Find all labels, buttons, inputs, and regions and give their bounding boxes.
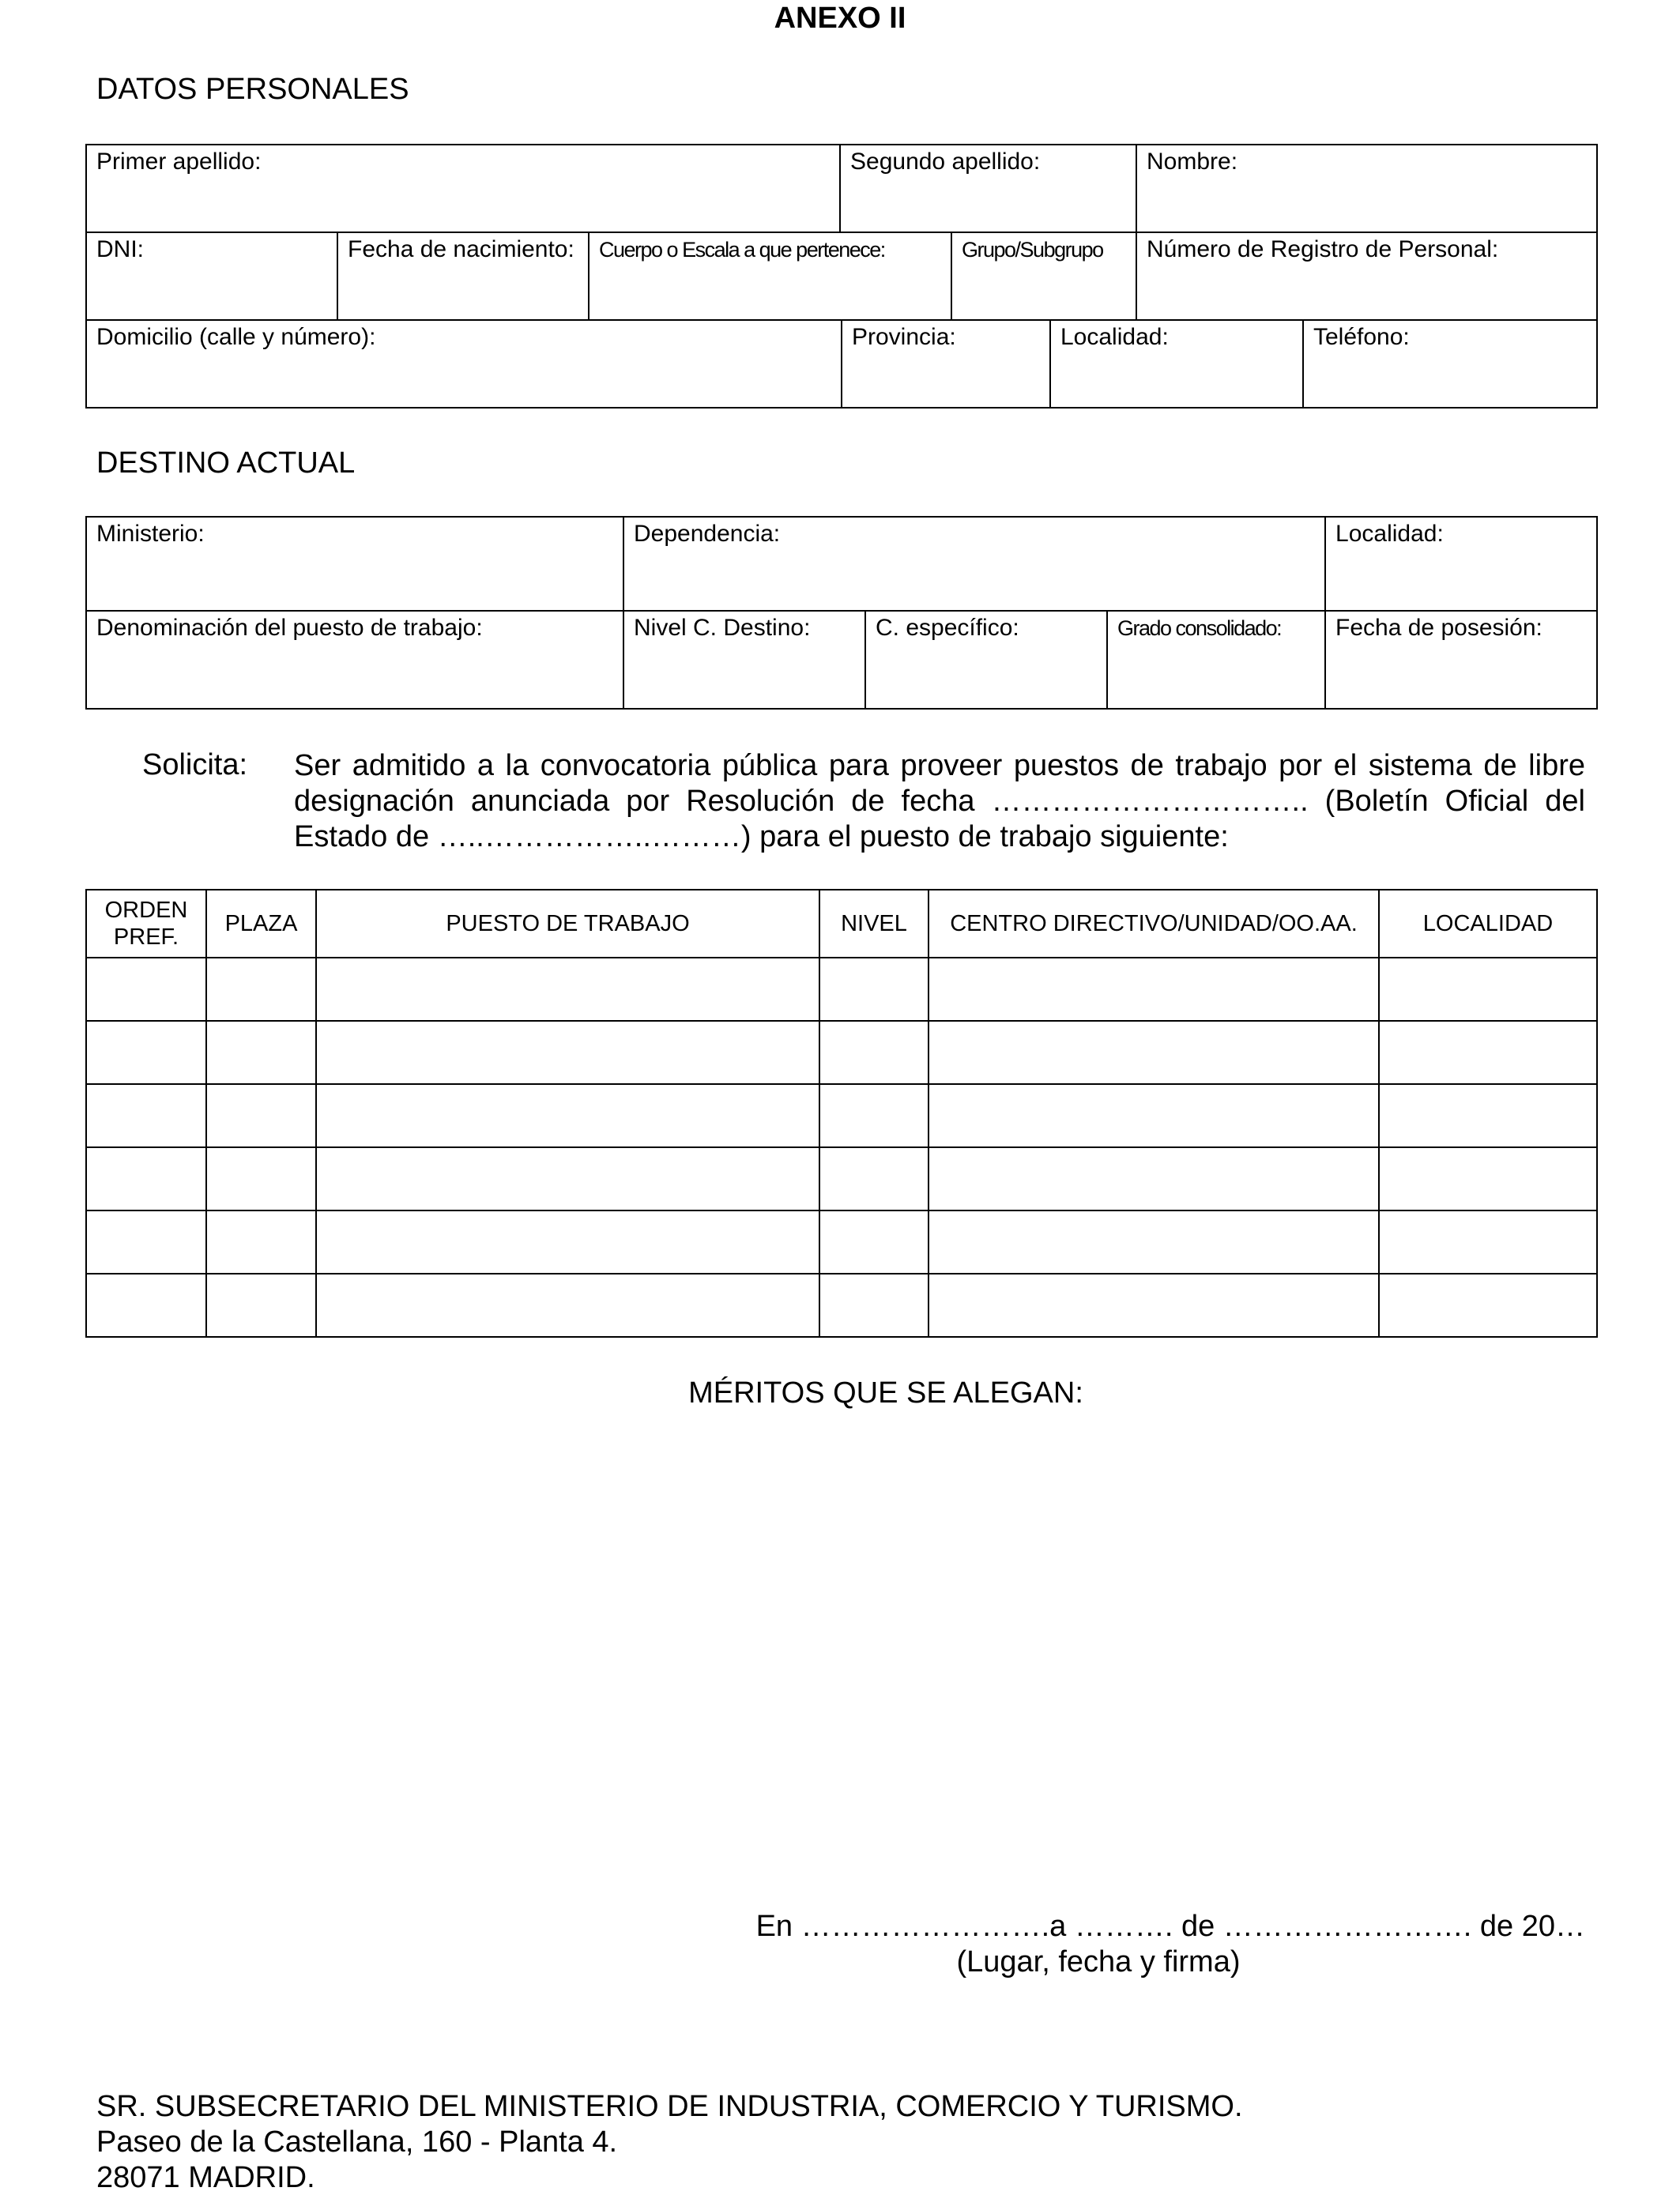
grupo-subgrupo-label: Grupo/Subgrupo [962, 238, 1103, 262]
nombre-field[interactable] [1136, 145, 1597, 232]
telefono-field[interactable] [1303, 320, 1597, 408]
puesto-cell[interactable] [316, 1274, 819, 1337]
nivel-cell[interactable] [819, 1210, 929, 1274]
destino-actual-table [85, 516, 1598, 710]
destinatario-line-1: SR. SUBSECRETARIO DEL MINISTERIO DE INDUSTRIA, COMERCIO Y TURISMO. [96, 2090, 1243, 2123]
numero-registro-field[interactable] [1136, 232, 1597, 320]
destinatario-line-2: Paseo de la Castellana, 160 - Planta 4. [96, 2125, 618, 2159]
localidad-cell[interactable] [1379, 1147, 1597, 1210]
puesto-cell[interactable] [316, 1147, 819, 1210]
fecha-nacimiento-field[interactable] [337, 232, 589, 320]
nivel-cell[interactable] [819, 1084, 929, 1147]
centro-cell[interactable] [929, 1084, 1379, 1147]
fecha-posesion-field[interactable] [1325, 611, 1597, 709]
orden-cell[interactable] [86, 1274, 206, 1337]
orden-cell[interactable] [86, 958, 206, 1021]
destino-actual-heading: DESTINO ACTUAL [96, 446, 356, 480]
domicilio-table [85, 319, 1598, 409]
plaza-cell[interactable] [206, 1274, 316, 1337]
meritos-heading: MÉRITOS QUE SE ALEGAN: [688, 1376, 1083, 1410]
nivel-destino-field[interactable] [623, 611, 865, 709]
destino-localidad-label: Localidad: [1335, 521, 1444, 547]
ministerio-field[interactable] [86, 517, 623, 611]
nivel-cell[interactable] [819, 1021, 929, 1084]
segundo-apellido-label: Segundo apellido: [850, 149, 1041, 175]
centro-cell[interactable] [929, 958, 1379, 1021]
orden-cell[interactable] [86, 1210, 206, 1274]
nivel-cell[interactable] [819, 1147, 929, 1210]
fecha-firma-caption: (Lugar, fecha y firma) [956, 1945, 1241, 1979]
orden-cell[interactable] [86, 1021, 206, 1084]
provincia-field[interactable] [842, 320, 1050, 408]
header-localidad: LOCALIDAD [1379, 890, 1597, 958]
localidad-cell[interactable] [1379, 1274, 1597, 1337]
plaza-cell[interactable] [206, 1021, 316, 1084]
localidad-field[interactable] [1050, 320, 1303, 408]
segundo-apellido-field[interactable] [840, 145, 1136, 232]
plaza-cell[interactable] [206, 1147, 316, 1210]
nombre-label: Nombre: [1147, 149, 1238, 175]
centro-cell[interactable] [929, 1274, 1379, 1337]
solicita-label: Solicita: [142, 748, 248, 781]
datos-personales-table [85, 144, 1598, 321]
localidad-cell[interactable] [1379, 1084, 1597, 1147]
grado-field[interactable] [1107, 611, 1325, 709]
header-plaza: PLAZA [206, 890, 316, 958]
cuerpo-escala-field[interactable] [589, 232, 951, 320]
domicilio-label: Domicilio (calle y número): [96, 324, 376, 350]
header-nivel: NIVEL [819, 890, 929, 958]
especifico-field[interactable] [865, 611, 1107, 709]
plaza-cell[interactable] [206, 958, 316, 1021]
localidad-cell[interactable] [1379, 1021, 1597, 1084]
provincia-label: Provincia: [852, 324, 956, 350]
puesto-cell[interactable] [316, 958, 819, 1021]
table-row [86, 1210, 1597, 1274]
telefono-label: Teléfono: [1313, 324, 1410, 350]
denominacion-label: Denominación del puesto de trabajo: [96, 615, 483, 641]
nivel-destino-label: Nivel C. Destino: [634, 615, 811, 641]
centro-cell[interactable] [929, 1147, 1379, 1210]
plaza-cell[interactable] [206, 1210, 316, 1274]
plaza-cell[interactable] [206, 1084, 316, 1147]
plazas-table [85, 889, 1598, 1338]
localidad-cell[interactable] [1379, 958, 1597, 1021]
table-row [86, 1147, 1597, 1210]
especifico-label: C. específico: [876, 615, 1019, 641]
dni-label: DNI: [96, 236, 144, 262]
dependencia-label: Dependencia: [634, 521, 781, 547]
datos-personales-heading: DATOS PERSONALES [96, 73, 409, 106]
orden-cell[interactable] [86, 1084, 206, 1147]
destino-localidad-field[interactable] [1325, 517, 1597, 611]
fecha-posesion-label: Fecha de posesión: [1335, 615, 1543, 641]
grupo-subgrupo-field[interactable] [951, 232, 1136, 320]
primer-apellido-label: Primer apellido: [96, 149, 262, 175]
fecha-firma-line: En …………………….a ………. de ……………………. de 20… [755, 1910, 1585, 1943]
nivel-cell[interactable] [819, 958, 929, 1021]
document-title: ANEXO II [774, 2, 906, 35]
primer-apellido-field[interactable] [86, 145, 840, 232]
dependencia-field[interactable] [623, 517, 1325, 611]
localidad-label: Localidad: [1060, 324, 1169, 350]
orden-cell[interactable] [86, 1147, 206, 1210]
fecha-nacimiento-label: Fecha de nacimiento: [348, 236, 574, 262]
cuerpo-escala-label: Cuerpo o Escala a que pertenece: [599, 238, 885, 262]
dni-field[interactable] [86, 232, 337, 320]
table-row [86, 1084, 1597, 1147]
header-orden: ORDEN PREF. [86, 890, 206, 958]
puesto-cell[interactable] [316, 1084, 819, 1147]
localidad-cell[interactable] [1379, 1210, 1597, 1274]
destinatario-line-3: 28071 MADRID. [96, 2161, 315, 2194]
grado-label: Grado consolidado: [1117, 616, 1282, 640]
ministerio-label: Ministerio: [96, 521, 205, 547]
nivel-cell[interactable] [819, 1274, 929, 1337]
puesto-cell[interactable] [316, 1021, 819, 1084]
table-row [86, 1021, 1597, 1084]
solicita-text: Ser admitido a la convocatoria pública para proveer puestos de trabajo por el sistema de libre designación anunciada por Resolución de fecha ………………………….. (Boletín Oficial del Estado de …..……………..………) para el puesto de trabajo siguiente: [294, 749, 1585, 853]
domicilio-field[interactable] [86, 320, 842, 408]
centro-cell[interactable] [929, 1021, 1379, 1084]
puesto-cell[interactable] [316, 1210, 819, 1274]
table-row [86, 1274, 1597, 1337]
header-puesto: PUESTO DE TRABAJO [316, 890, 819, 958]
denominacion-field[interactable] [86, 611, 623, 709]
centro-cell[interactable] [929, 1210, 1379, 1274]
header-centro: CENTRO DIRECTIVO/UNIDAD/OO.AA. [929, 890, 1379, 958]
table-row [86, 958, 1597, 1021]
numero-registro-label: Número de Registro de Personal: [1147, 236, 1499, 262]
